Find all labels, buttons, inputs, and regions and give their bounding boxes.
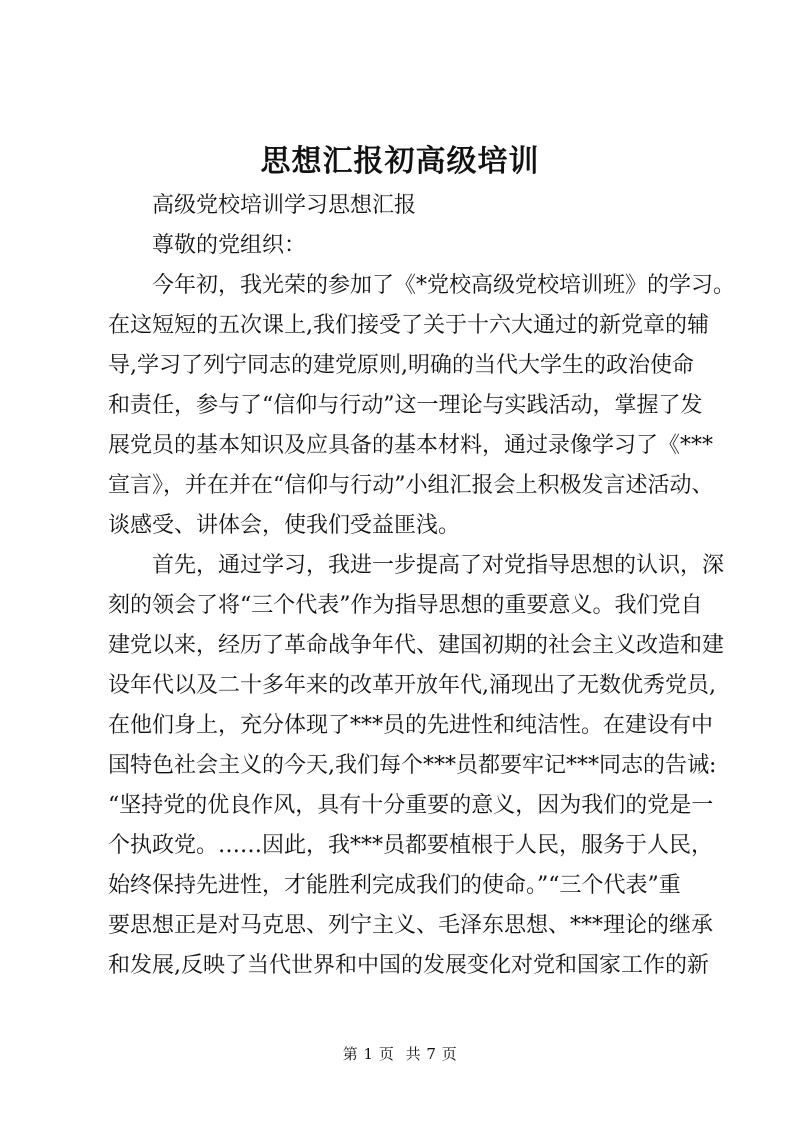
text-line: 谈感受、讲体会，使我们受益匪浅。 (108, 513, 461, 538)
text-line: 设年代以及二十多年来的改革开放年代,涌现出了无数优秀党员, (108, 673, 716, 698)
text-line: 刻的领会了将“三个代表”作为指导思想的重要意义。我们党自 (108, 593, 703, 618)
text-line: 和发展,反映了当代世界和中国的发展变化对党和国家工作的新 (108, 953, 709, 978)
paragraph-2 (108, 546, 725, 986)
page-footer (0, 1044, 800, 1064)
text-line: 首先，通过学习，我进一步提高了对党指导思想的认识，深 (152, 553, 725, 578)
text-line: 导,学习了列宁同志的建党原则,明确的当代大学生的政治使命 (108, 353, 694, 378)
text-line: 今年初，我光荣的参加了《*党校高级党校培训班》的学习。 (152, 273, 736, 298)
text-line: 要思想正是对马克思、列宁主义、毛泽东思想、***理论的继承 (108, 913, 714, 938)
subtitle-line: 高级党校培训学习思想汇报 (152, 193, 417, 218)
text-line: 国特色社会主义的今天,我们每个***员都要牢记***同志的告诫: (108, 753, 717, 778)
text-line: 展党员的基本知识及应具备的基本材料，通过录像学习了《*** (108, 433, 714, 458)
text-line: 和责任，参与了“信仰与行动”这一理论与实践活动，掌握了发 (108, 393, 703, 418)
document-title: 思想汇报初高级培训 (260, 144, 540, 179)
document-body (108, 186, 736, 986)
text-line: 建党以来，经历了革命战争年代、建国初期的社会主义改造和建 (108, 633, 725, 658)
text-line: 在这短短的五次课上,我们接受了关于十六大通过的新党章的辅 (108, 313, 709, 338)
text-line: 个执政党。……因此，我***员都要植根于人民，服务于人民， (108, 833, 714, 858)
page-number: 第 1 页 (342, 1045, 395, 1063)
salutation-line: 尊敬的党组织： (152, 233, 307, 258)
page-total: 共 7 页 (405, 1045, 458, 1063)
text-line: 始终保持先进性，才能胜利完成我们的使命。”“三个代表”重 (108, 873, 681, 898)
paragraph-1 (108, 266, 736, 546)
text-line: “坚持党的优良作风，具有十分重要的意义，因为我们的党是一 (108, 793, 714, 818)
text-line: 宣言》，并在并在“信仰与行动”小组汇报会上积极发言述活动、 (108, 473, 714, 498)
text-line: 在他们身上，充分体现了***员的先进性和纯洁性。在建设有中 (108, 713, 714, 738)
